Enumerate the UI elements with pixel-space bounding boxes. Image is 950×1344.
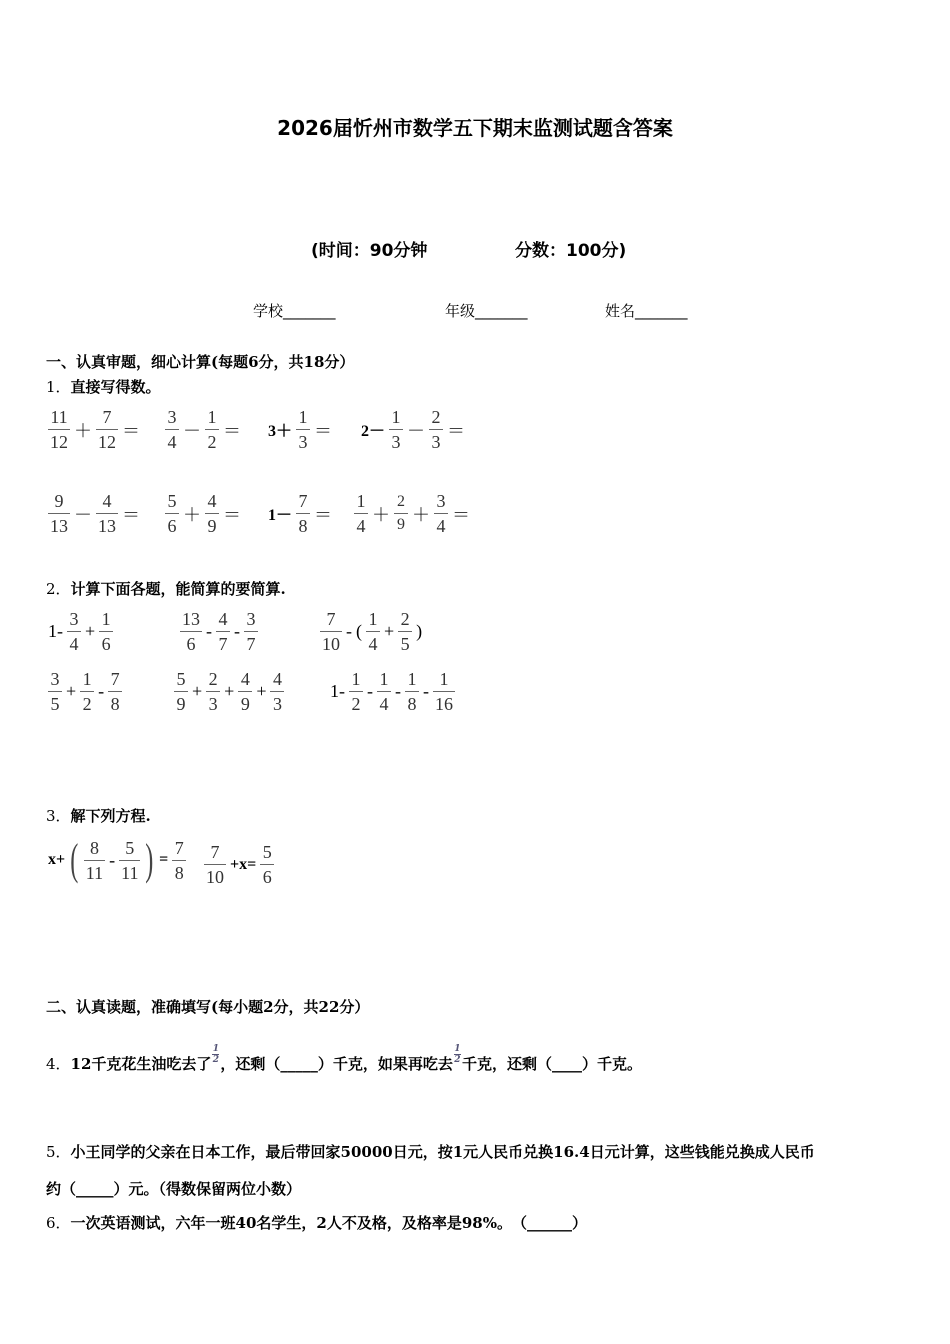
fraction: $\frac{3}{4}$ bbox=[67, 610, 81, 653]
fraction: $\frac{11}{12}$ bbox=[50, 407, 68, 452]
fraction: $\frac{2}{3}$ bbox=[429, 408, 443, 451]
fraction: $\frac{3}{4}$ bbox=[434, 492, 448, 535]
fraction: $\frac{9}{13}$ bbox=[50, 491, 68, 536]
question-number: 4． bbox=[46, 1055, 71, 1073]
question-3 bbox=[46, 805, 151, 826]
left-paren: ( bbox=[70, 835, 79, 884]
fraction: $\frac{1}{8}$ bbox=[405, 670, 419, 713]
section-1-heading: 一、认真审题，细心计算(每题6分，共18分） bbox=[46, 353, 355, 371]
question-2 bbox=[46, 578, 286, 599]
expression-b1: $\frac{9}{13}$ － $\frac{4}{13}$ ＝ bbox=[50, 491, 140, 536]
fraction: $\frac{3}{4}$ bbox=[165, 408, 179, 451]
question-number: 5． bbox=[46, 1143, 71, 1161]
expression-b3: 1－ $\frac{7}{8}$ ＝ bbox=[268, 491, 333, 536]
fraction: $\frac{1}{3}$ bbox=[389, 408, 403, 451]
fraction: $\frac{7}{8}$ bbox=[172, 839, 186, 882]
exam-time: (时间：90分钟 bbox=[311, 241, 428, 261]
fraction: $\frac{4}{7}$ bbox=[216, 610, 230, 653]
fraction: $\frac{3}{7}$ bbox=[244, 610, 258, 653]
question-5-line-2: 约（_____）元。（得数保留两位小数） bbox=[46, 1180, 302, 1198]
fraction: $\frac{5}{9}$ bbox=[174, 670, 188, 713]
fraction: $\frac{1}{2}$ bbox=[349, 670, 363, 713]
question-text: 解下列方程. bbox=[70, 807, 151, 825]
expression-c2: $\frac{13}{6}$ - $\frac{4}{7}$ - $\frac{3}{7}$ bbox=[178, 610, 260, 653]
equation-e1: x+ ( $\frac{8}{11}$ - $\frac{5}{11}$ ) = $\frac{7}{8}$ bbox=[46, 838, 188, 882]
fraction: $\frac{5}{6}$ bbox=[165, 492, 179, 535]
question-5: 5．小王同学的父亲在日本工作，最后带回家50000日元，按1元人民币兑换16.4日元计算，这些钱能兑换成人民币 bbox=[46, 1143, 815, 1161]
fraction: $\frac{1}{16}$ bbox=[435, 669, 453, 714]
fraction: $\frac{1}{4}$ bbox=[377, 670, 391, 713]
fraction: $\frac{5}{6}$ bbox=[260, 843, 274, 886]
fraction: $\frac{7}{10}$ bbox=[322, 609, 340, 654]
question-number: 6． bbox=[46, 1214, 71, 1232]
school-field: 学校_______ bbox=[253, 302, 336, 320]
question-number: 2． bbox=[46, 580, 71, 598]
expression-a3: 3＋ $\frac{1}{3}$ ＝ bbox=[268, 407, 333, 452]
expression-a4: 2－ $\frac{1}{3}$ － $\frac{2}{3}$ ＝ bbox=[361, 407, 466, 452]
exam-score: 分数：100分) bbox=[515, 241, 627, 261]
section-2-heading: 二、认真读题，准确填写(每小题2分，共22分） bbox=[46, 998, 370, 1016]
fraction: $\frac{1}{2}$ bbox=[80, 670, 94, 713]
fraction: $\frac{2}{9}$ bbox=[394, 494, 408, 533]
fraction: $\frac{2}{5}$ bbox=[398, 610, 412, 653]
small-fraction: $\frac{1}{2}$ bbox=[454, 1044, 461, 1065]
expression-a2: $\frac{3}{4}$ － $\frac{1}{2}$ ＝ bbox=[163, 408, 243, 451]
question-number: 3． bbox=[46, 807, 71, 825]
fraction: $\frac{7}{8}$ bbox=[108, 670, 122, 713]
fraction: $\frac{4}{9}$ bbox=[205, 492, 219, 535]
expression-b4: $\frac{1}{4}$ ＋ $\frac{2}{9}$ ＋ $\frac{3}{4}$ ＝ bbox=[352, 492, 472, 535]
fraction: $\frac{7}{10}$ bbox=[206, 842, 224, 887]
question-1 bbox=[46, 376, 161, 397]
question-4: 4．12千克花生油吃去了 $\frac{1}{2}$ ，还剩（_____）千克，如果再吃去 $\frac{1}{2}$ 千克，还剩（____）千克。 bbox=[46, 1044, 642, 1073]
equation-e2: $\frac{7}{10}$ +x= $\frac{5}{6}$ bbox=[202, 843, 276, 886]
question-number: 1． bbox=[46, 378, 71, 396]
fraction: $\frac{1}{4}$ bbox=[366, 610, 380, 653]
expression-d1: $\frac{3}{5}$ + $\frac{1}{2}$ - $\frac{7}{8}$ bbox=[46, 670, 124, 713]
fraction: $\frac{8}{11}$ bbox=[85, 837, 104, 883]
grade-field: 年级_______ bbox=[445, 302, 528, 320]
fraction: $\frac{2}{3}$ bbox=[206, 670, 220, 713]
fraction: $\frac{1}{3}$ bbox=[296, 408, 310, 451]
name-field: 姓名_______ bbox=[605, 302, 688, 320]
expression-d3: 1- $\frac{1}{2}$ - $\frac{1}{4}$ - $\frac{1}{8}$ - $\frac{1}{16}$ bbox=[330, 669, 453, 714]
fraction: $\frac{7}{12}$ bbox=[98, 407, 116, 452]
fraction: $\frac{5}{11}$ bbox=[121, 837, 139, 883]
fraction: $\frac{4}{3}$ bbox=[270, 670, 284, 713]
expression-d2: $\frac{5}{9}$ + $\frac{2}{3}$ + $\frac{4}{9}$ + $\frac{4}{3}$ bbox=[172, 670, 286, 713]
fraction: $\frac{13}{6}$ bbox=[182, 609, 200, 654]
fraction: $\frac{1}{2}$ bbox=[205, 408, 219, 451]
fraction: $\frac{3}{5}$ bbox=[48, 670, 62, 713]
question-text: 直接写得数。 bbox=[70, 378, 161, 396]
small-fraction: $\frac{1}{2}$ bbox=[212, 1044, 220, 1065]
question-text: 计算下面各题，能简算的要简算. bbox=[70, 580, 286, 598]
fraction: $\frac{1}{4}$ bbox=[354, 492, 368, 535]
expression-c3: $\frac{7}{10}$ - ( $\frac{1}{4}$ + $\frac{2}{5}$ ) bbox=[322, 609, 423, 654]
fraction: $\frac{4}{9}$ bbox=[238, 670, 252, 713]
fraction: $\frac{4}{13}$ bbox=[98, 491, 116, 536]
expression-b2: $\frac{5}{6}$ ＋ $\frac{4}{9}$ ＝ bbox=[163, 492, 243, 535]
fraction: $\frac{7}{8}$ bbox=[296, 492, 310, 535]
expression-a1: $\frac{11}{12}$ ＋ $\frac{7}{12}$ ＝ bbox=[50, 407, 140, 452]
expression-c1: 1- $\frac{3}{4}$ + $\frac{1}{6}$ bbox=[46, 610, 115, 653]
fraction: $\frac{1}{6}$ bbox=[99, 610, 113, 653]
right-paren: ) bbox=[145, 835, 154, 884]
question-6: 6．一次英语测试，六年一班40名学生，2人不及格，及格率是98%。 （______） bbox=[46, 1214, 587, 1232]
page-title: 2026届忻州市数学五下期末监测试题含答案 bbox=[277, 116, 673, 140]
